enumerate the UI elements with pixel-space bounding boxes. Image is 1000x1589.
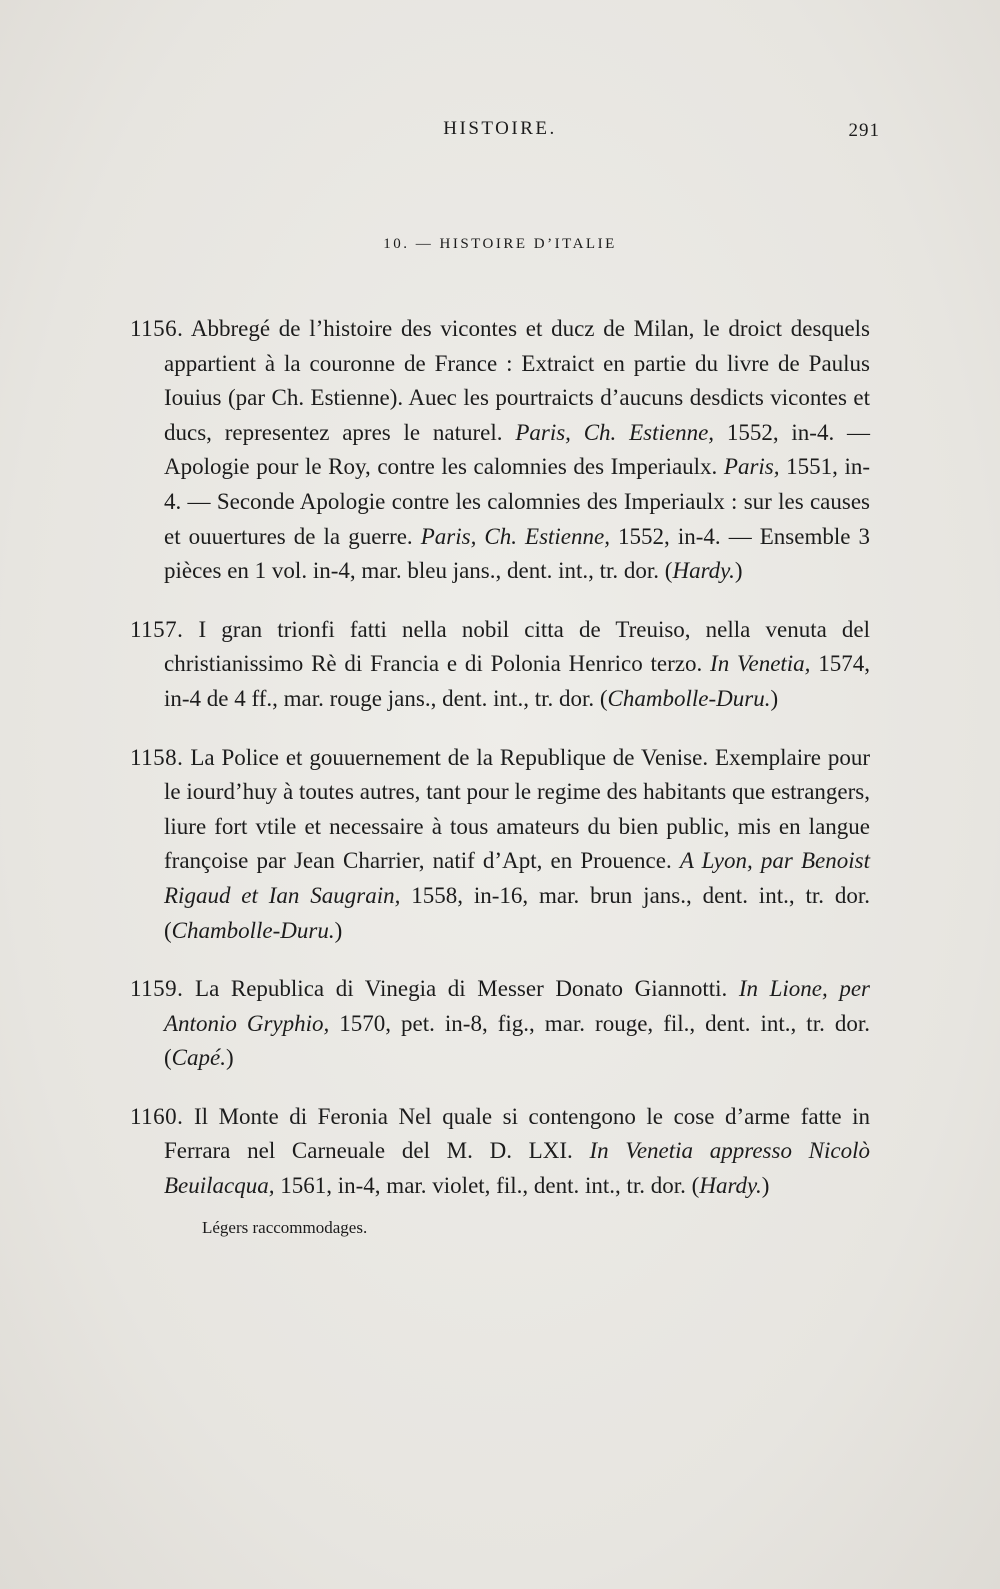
entry-text-run: 1574, in-4 de 4 ff., mar. rouge jans., dent. int., tr. dor. ( xyxy=(164,651,870,711)
entry-text-run: 1561, in-4, mar. violet, fil., dent. int., tr. dor. ( xyxy=(274,1173,700,1199)
entry-imprint: Paris, Ch. Estienne, xyxy=(420,523,610,549)
catalogue-entry xyxy=(130,1100,870,1204)
page-number: 291 xyxy=(848,120,880,141)
catalogue-entry xyxy=(130,312,870,589)
entry-text-run: ) xyxy=(761,1173,770,1199)
entry-number: 1158. xyxy=(130,744,184,770)
entry-text-run: Abbregé de l’histoire des vicontes et ducz de Milan, le droict desquels appartient à la couronne de France : Extraict en partie du livre de Paulus Iouius (par Ch. Estienne). Auec les pourtraicts d’aucuns desdicts vicontes et ducs, representez apres le naturel. xyxy=(164,316,871,445)
entry-imprint: In Lione, per Antonio Gryphio, xyxy=(164,976,871,1036)
entry-text xyxy=(164,316,870,583)
entry-number: 1160. xyxy=(130,1103,184,1129)
entry-text-run: 1552, in-4. — Ensemble 3 pièces en 1 vol. in-4, mar. bleu jans., dent. int., tr. dor. ( xyxy=(164,523,870,584)
entry-text-run: 1551, in-4. — Seconde Apologie contre les calomnies des Imperiaulx : sur les causes et ouuertures de la guerre. xyxy=(164,454,870,549)
entry-imprint: Paris, xyxy=(723,454,780,480)
entry-text-run: ) xyxy=(334,917,343,943)
page-header xyxy=(0,118,1000,148)
entry-text-run: ) xyxy=(225,1045,234,1071)
entry-imprint: Hardy. xyxy=(672,558,735,584)
entry-imprint: Paris, Ch. Estienne, xyxy=(515,419,715,445)
entry-text xyxy=(164,617,870,711)
entry-text-run: La Republica di Vinegia di Messer Donato Giannotti. xyxy=(195,976,739,1002)
catalogue-entry xyxy=(130,741,870,949)
entry-text-run: La Police et gouuernement de la Republique de Venise. Exemplaire pour le iourd’huy à toutes autres, tant pour le regime des habitants que estrangers, liure fort vtile et necessaire à tous amateurs du bien public, mis en langue françoise par Jean Charrier, natif d’Apt, en Prouence. xyxy=(164,744,871,874)
entry-number: 1159. xyxy=(130,976,184,1002)
entry-text xyxy=(164,745,870,943)
entry-imprint: In Venetia appresso Nicolò Beuilacqua, xyxy=(164,1138,870,1199)
entry-text-run: 1552, in-4. — Apologie pour le Roy, contre les calomnies des Imperiaulx. xyxy=(164,419,870,480)
entry-text-run: 1570, pet. in-8, fig., mar. rouge, fil., dent. int., tr. dor. ( xyxy=(164,1010,870,1071)
catalogue-entry xyxy=(130,613,870,717)
entry-number: 1157. xyxy=(130,616,184,642)
entry-note: Légers raccommodages. xyxy=(202,1217,368,1237)
entry-imprint: Capé. xyxy=(171,1045,226,1071)
entry-text xyxy=(164,1104,870,1198)
catalogue-entry xyxy=(130,972,870,1076)
entry-text-run: I gran trionfi fatti nella nobil citta de Treuiso, nella venuta del christianissimo Rè di Francia e di Polonia Henrico terzo. xyxy=(164,616,871,677)
entry-imprint: Chambolle-Duru. xyxy=(607,685,771,711)
entry-text xyxy=(164,976,870,1070)
entry-imprint: A Lyon, par Benoist Rigaud et Ian Saugrain, xyxy=(164,848,870,908)
running-title: HISTOIRE. xyxy=(443,118,557,139)
entry-imprint: In Venetia, xyxy=(710,651,811,677)
entry-imprint: Chambolle-Duru. xyxy=(171,917,335,943)
entry-text-run: Il Monte di Feronia Nel quale si contengono le cose d’arme fatte in Ferrara nel Carneuale del M. D. LXI. xyxy=(164,1103,871,1164)
entry-number: 1156. xyxy=(130,316,184,341)
entry-text-run: ) xyxy=(770,685,779,711)
entry-text-run: ) xyxy=(734,558,743,584)
entry-imprint: Hardy. xyxy=(699,1173,762,1199)
section-title: 10. — HISTOIRE D’ITALIE xyxy=(383,236,617,252)
entry-text-run: 1558, in-16, mar. brun jans., dent. int., tr. dor. ( xyxy=(164,882,870,943)
catalogue-entries xyxy=(130,312,870,1238)
